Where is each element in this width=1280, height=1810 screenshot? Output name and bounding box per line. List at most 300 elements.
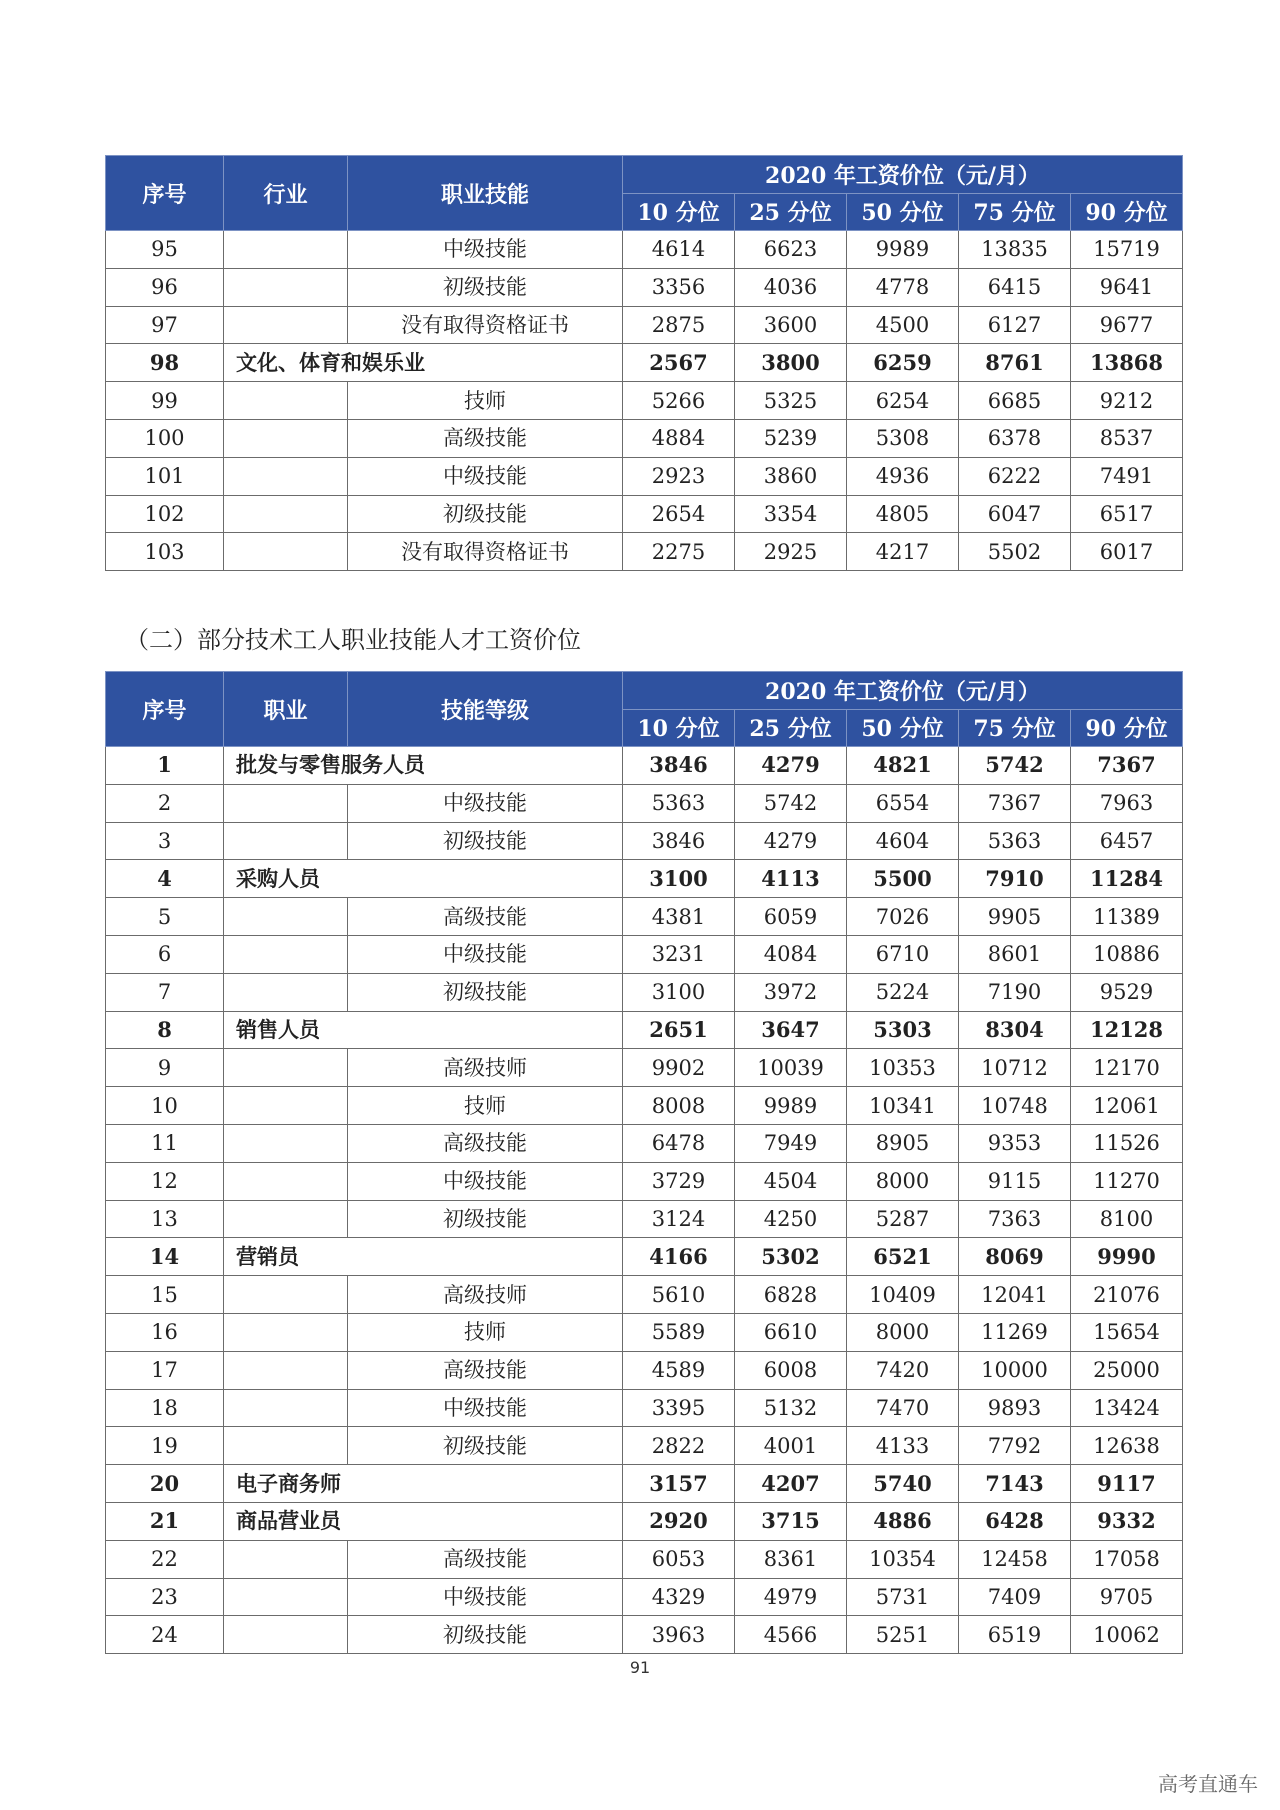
watermark: 高考直通车	[1158, 1772, 1258, 1796]
cell-p90: 17058	[1071, 1540, 1183, 1578]
cell-skill	[348, 1465, 623, 1503]
table-row	[106, 1162, 1183, 1200]
cell-p90: 12170	[1071, 1049, 1183, 1087]
cell-skill: 初级技能	[348, 1616, 623, 1654]
cell-p50: 6554	[847, 784, 959, 822]
header-p25: 25 分位	[735, 709, 847, 747]
cell-category	[224, 1200, 348, 1238]
cell-no: 20	[106, 1465, 224, 1503]
cell-p50: 7470	[847, 1389, 959, 1427]
cell-p90: 10062	[1071, 1616, 1183, 1654]
table-row	[106, 1124, 1183, 1162]
cell-category	[224, 1087, 348, 1125]
cell-skill: 中级技能	[348, 231, 623, 269]
cell-p25: 3800	[735, 344, 847, 382]
table-row	[106, 306, 1183, 344]
cell-p10: 5266	[623, 382, 735, 420]
cell-p50: 4936	[847, 457, 959, 495]
table-row	[106, 457, 1183, 495]
table-header	[106, 672, 1183, 747]
cell-p25: 4001	[735, 1427, 847, 1465]
cell-skill: 高级技能	[348, 898, 623, 936]
header-p10: 10 分位	[623, 709, 735, 747]
cell-p25: 6008	[735, 1351, 847, 1389]
cell-p90: 6017	[1071, 533, 1183, 571]
cell-p50: 5251	[847, 1616, 959, 1654]
cell-p10: 2875	[623, 306, 735, 344]
table-row	[106, 533, 1183, 571]
cell-no: 12	[106, 1162, 224, 1200]
cell-p75: 7409	[959, 1578, 1071, 1616]
table-row	[106, 1011, 1183, 1049]
cell-p75: 7190	[959, 973, 1071, 1011]
cell-skill: 高级技能	[348, 1124, 623, 1162]
table-row	[106, 935, 1183, 973]
cell-no: 18	[106, 1389, 224, 1427]
header-category: 行业	[224, 156, 348, 231]
cell-p10: 2654	[623, 495, 735, 533]
cell-p50: 4217	[847, 533, 959, 571]
cell-category	[224, 457, 348, 495]
cell-p90: 25000	[1071, 1351, 1183, 1389]
cell-p25: 4566	[735, 1616, 847, 1654]
cell-p25: 5302	[735, 1238, 847, 1276]
cell-no: 6	[106, 935, 224, 973]
cell-p90: 6517	[1071, 495, 1183, 533]
table-row	[106, 419, 1183, 457]
cell-no: 15	[106, 1276, 224, 1314]
table-row	[106, 382, 1183, 420]
cell-p90: 11526	[1071, 1124, 1183, 1162]
cell-p10: 4884	[623, 419, 735, 457]
cell-p50: 10409	[847, 1276, 959, 1314]
cell-no: 4	[106, 860, 224, 898]
cell-p90: 9212	[1071, 382, 1183, 420]
header-p75: 75 分位	[959, 193, 1071, 231]
cell-p75: 8069	[959, 1238, 1071, 1276]
cell-p75: 6685	[959, 382, 1071, 420]
cell-p25: 3972	[735, 973, 847, 1011]
cell-p90: 15719	[1071, 231, 1183, 269]
cell-no: 103	[106, 533, 224, 571]
cell-skill	[348, 860, 623, 898]
cell-p10: 6053	[623, 1540, 735, 1578]
wage-table-occupation	[105, 671, 1183, 1654]
cell-category: 批发与零售服务人员	[224, 747, 348, 785]
cell-skill: 高级技能	[348, 419, 623, 457]
cell-skill	[348, 1502, 623, 1540]
cell-p10: 3395	[623, 1389, 735, 1427]
cell-p90: 7367	[1071, 747, 1183, 785]
cell-no: 13	[106, 1200, 224, 1238]
cell-p25: 10039	[735, 1049, 847, 1087]
cell-category: 营销员	[224, 1238, 348, 1276]
cell-p50: 5731	[847, 1578, 959, 1616]
cell-p75: 8304	[959, 1011, 1071, 1049]
table-row	[106, 495, 1183, 533]
cell-p75: 12041	[959, 1276, 1071, 1314]
cell-p75: 10000	[959, 1351, 1071, 1389]
cell-category: 销售人员	[224, 1011, 348, 1049]
cell-skill: 中级技能	[348, 1578, 623, 1616]
table-row	[106, 1200, 1183, 1238]
table-body	[106, 747, 1183, 1654]
cell-no: 24	[106, 1616, 224, 1654]
cell-category	[224, 973, 348, 1011]
cell-p90: 12128	[1071, 1011, 1183, 1049]
cell-p50: 4778	[847, 268, 959, 306]
cell-p10: 9902	[623, 1049, 735, 1087]
cell-category	[224, 1162, 348, 1200]
cell-category	[224, 1049, 348, 1087]
cell-no: 7	[106, 973, 224, 1011]
cell-category	[224, 1578, 348, 1616]
cell-no: 96	[106, 268, 224, 306]
cell-no: 11	[106, 1124, 224, 1162]
cell-p75: 6415	[959, 268, 1071, 306]
cell-category	[224, 898, 348, 936]
cell-p50: 7026	[847, 898, 959, 936]
cell-p90: 21076	[1071, 1276, 1183, 1314]
header-p50: 50 分位	[847, 193, 959, 231]
cell-p25: 6623	[735, 231, 847, 269]
cell-p90: 15654	[1071, 1313, 1183, 1351]
cell-p10: 3157	[623, 1465, 735, 1503]
cell-category	[224, 1389, 348, 1427]
cell-p75: 5742	[959, 747, 1071, 785]
cell-no: 10	[106, 1087, 224, 1125]
cell-p75: 7910	[959, 860, 1071, 898]
cell-no: 102	[106, 495, 224, 533]
cell-no: 97	[106, 306, 224, 344]
cell-p10: 3729	[623, 1162, 735, 1200]
cell-p10: 5610	[623, 1276, 735, 1314]
cell-no: 3	[106, 822, 224, 860]
cell-category	[224, 822, 348, 860]
cell-p75: 7143	[959, 1465, 1071, 1503]
cell-p75: 12458	[959, 1540, 1071, 1578]
table-row	[106, 1351, 1183, 1389]
cell-p25: 5742	[735, 784, 847, 822]
cell-p10: 4614	[623, 231, 735, 269]
cell-category: 文化、体育和娱乐业	[224, 344, 348, 382]
cell-no: 16	[106, 1313, 224, 1351]
cell-no: 8	[106, 1011, 224, 1049]
cell-p10: 2920	[623, 1502, 735, 1540]
cell-p90: 9529	[1071, 973, 1183, 1011]
cell-category	[224, 231, 348, 269]
cell-p50: 8000	[847, 1162, 959, 1200]
cell-no: 99	[106, 382, 224, 420]
cell-p50: 10341	[847, 1087, 959, 1125]
cell-p25: 5239	[735, 419, 847, 457]
cell-p25: 3647	[735, 1011, 847, 1049]
cell-p10: 4589	[623, 1351, 735, 1389]
cell-p50: 4133	[847, 1427, 959, 1465]
cell-p90: 11284	[1071, 860, 1183, 898]
table-row	[106, 898, 1183, 936]
cell-skill: 没有取得资格证书	[348, 306, 623, 344]
cell-skill: 高级技师	[348, 1049, 623, 1087]
cell-p50: 4821	[847, 747, 959, 785]
cell-p10: 4329	[623, 1578, 735, 1616]
cell-no: 95	[106, 231, 224, 269]
cell-skill: 技师	[348, 382, 623, 420]
cell-p10: 3124	[623, 1200, 735, 1238]
cell-p25: 3600	[735, 306, 847, 344]
cell-category: 商品营业员	[224, 1502, 348, 1540]
cell-p10: 4166	[623, 1238, 735, 1276]
cell-p25: 4250	[735, 1200, 847, 1238]
cell-skill: 初级技能	[348, 495, 623, 533]
table-row	[106, 231, 1183, 269]
cell-p25: 3354	[735, 495, 847, 533]
header-skill: 职业技能	[348, 156, 623, 231]
cell-p10: 3846	[623, 747, 735, 785]
cell-p75: 5502	[959, 533, 1071, 571]
cell-p50: 10353	[847, 1049, 959, 1087]
cell-p90: 7963	[1071, 784, 1183, 822]
cell-no: 23	[106, 1578, 224, 1616]
cell-p50: 9989	[847, 231, 959, 269]
cell-no: 1	[106, 747, 224, 785]
cell-p90: 8537	[1071, 419, 1183, 457]
cell-p75: 7363	[959, 1200, 1071, 1238]
cell-skill: 没有取得资格证书	[348, 533, 623, 571]
cell-p10: 2651	[623, 1011, 735, 1049]
cell-p90: 9117	[1071, 1465, 1183, 1503]
cell-p75: 10748	[959, 1087, 1071, 1125]
cell-p10: 2923	[623, 457, 735, 495]
header-p25: 25 分位	[735, 193, 847, 231]
cell-p90: 9641	[1071, 268, 1183, 306]
cell-p75: 9905	[959, 898, 1071, 936]
cell-p90: 9332	[1071, 1502, 1183, 1540]
table-row	[106, 822, 1183, 860]
cell-p90: 6457	[1071, 822, 1183, 860]
cell-p75: 9893	[959, 1389, 1071, 1427]
table-row	[106, 784, 1183, 822]
cell-skill: 中级技能	[348, 457, 623, 495]
cell-p25: 4279	[735, 822, 847, 860]
cell-skill	[348, 1011, 623, 1049]
cell-p75: 13835	[959, 231, 1071, 269]
cell-p25: 4036	[735, 268, 847, 306]
wage-table-industry	[105, 155, 1183, 571]
cell-category	[224, 935, 348, 973]
cell-no: 5	[106, 898, 224, 936]
table-row	[106, 1313, 1183, 1351]
cell-p75: 11269	[959, 1313, 1071, 1351]
cell-skill: 技师	[348, 1087, 623, 1125]
table-header	[106, 156, 1183, 231]
cell-p50: 4604	[847, 822, 959, 860]
cell-no: 17	[106, 1351, 224, 1389]
cell-p50: 5303	[847, 1011, 959, 1049]
cell-p10: 4381	[623, 898, 735, 936]
cell-category	[224, 419, 348, 457]
cell-p25: 4504	[735, 1162, 847, 1200]
cell-p25: 2925	[735, 533, 847, 571]
cell-p75: 10712	[959, 1049, 1071, 1087]
cell-p10: 8008	[623, 1087, 735, 1125]
table-row	[106, 973, 1183, 1011]
cell-p75: 5363	[959, 822, 1071, 860]
cell-p25: 6059	[735, 898, 847, 936]
table-row	[106, 268, 1183, 306]
cell-category	[224, 268, 348, 306]
cell-category	[224, 1616, 348, 1654]
cell-category	[224, 1540, 348, 1578]
cell-p50: 6521	[847, 1238, 959, 1276]
cell-p90: 13868	[1071, 344, 1183, 382]
cell-category	[224, 495, 348, 533]
cell-skill: 中级技能	[348, 1389, 623, 1427]
cell-p50: 8000	[847, 1313, 959, 1351]
header-skill: 技能等级	[348, 672, 623, 747]
cell-p25: 8361	[735, 1540, 847, 1578]
header-no: 序号	[106, 156, 224, 231]
table-row	[106, 1465, 1183, 1503]
cell-p10: 5363	[623, 784, 735, 822]
cell-p10: 6478	[623, 1124, 735, 1162]
table-row	[106, 1276, 1183, 1314]
cell-p50: 7420	[847, 1351, 959, 1389]
table-row	[106, 1087, 1183, 1125]
table-row	[106, 1049, 1183, 1087]
cell-p90: 9705	[1071, 1578, 1183, 1616]
cell-skill	[348, 1238, 623, 1276]
cell-skill: 初级技能	[348, 1427, 623, 1465]
cell-p50: 6710	[847, 935, 959, 973]
cell-skill: 初级技能	[348, 268, 623, 306]
table-row	[106, 1238, 1183, 1276]
table-row	[106, 1616, 1183, 1654]
cell-p25: 7949	[735, 1124, 847, 1162]
cell-no: 98	[106, 344, 224, 382]
cell-skill: 高级技师	[348, 1276, 623, 1314]
cell-p50: 4886	[847, 1502, 959, 1540]
cell-p10: 5589	[623, 1313, 735, 1351]
cell-p90: 12638	[1071, 1427, 1183, 1465]
cell-skill: 中级技能	[348, 935, 623, 973]
cell-p75: 9115	[959, 1162, 1071, 1200]
cell-category	[224, 1351, 348, 1389]
cell-skill: 技师	[348, 1313, 623, 1351]
cell-p10: 3231	[623, 935, 735, 973]
cell-p75: 6428	[959, 1502, 1071, 1540]
cell-p75: 6047	[959, 495, 1071, 533]
cell-no: 22	[106, 1540, 224, 1578]
cell-p50: 10354	[847, 1540, 959, 1578]
cell-skill: 高级技能	[348, 1540, 623, 1578]
cell-category	[224, 784, 348, 822]
table-row	[106, 1502, 1183, 1540]
cell-p25: 5325	[735, 382, 847, 420]
header-no: 序号	[106, 672, 224, 747]
cell-p90: 8100	[1071, 1200, 1183, 1238]
cell-p90: 9677	[1071, 306, 1183, 344]
cell-p90: 10886	[1071, 935, 1183, 973]
cell-p25: 4084	[735, 935, 847, 973]
cell-p75: 9353	[959, 1124, 1071, 1162]
cell-skill: 中级技能	[348, 1162, 623, 1200]
cell-p10: 3100	[623, 860, 735, 898]
cell-p50: 5224	[847, 973, 959, 1011]
header-p10: 10 分位	[623, 193, 735, 231]
cell-p50: 4805	[847, 495, 959, 533]
cell-p50: 5500	[847, 860, 959, 898]
cell-p90: 9990	[1071, 1238, 1183, 1276]
cell-p75: 6378	[959, 419, 1071, 457]
cell-skill: 初级技能	[348, 1200, 623, 1238]
cell-p75: 8761	[959, 344, 1071, 382]
table-row	[106, 1427, 1183, 1465]
cell-p25: 6828	[735, 1276, 847, 1314]
cell-p50: 4500	[847, 306, 959, 344]
cell-p90: 12061	[1071, 1087, 1183, 1125]
cell-no: 14	[106, 1238, 224, 1276]
cell-p25: 3860	[735, 457, 847, 495]
cell-p75: 8601	[959, 935, 1071, 973]
cell-p90: 7491	[1071, 457, 1183, 495]
header-p75: 75 分位	[959, 709, 1071, 747]
cell-p10: 2567	[623, 344, 735, 382]
table-body	[106, 231, 1183, 571]
table-row	[106, 344, 1183, 382]
cell-category	[224, 1124, 348, 1162]
cell-category	[224, 382, 348, 420]
cell-p25: 4207	[735, 1465, 847, 1503]
cell-category: 电子商务师	[224, 1465, 348, 1503]
cell-category	[224, 1276, 348, 1314]
cell-p25: 5132	[735, 1389, 847, 1427]
cell-category	[224, 533, 348, 571]
header-p90: 90 分位	[1071, 709, 1183, 747]
cell-p10: 3356	[623, 268, 735, 306]
page-number: 91	[629, 1658, 651, 1677]
cell-p50: 6259	[847, 344, 959, 382]
cell-p75: 6222	[959, 457, 1071, 495]
cell-p75: 6127	[959, 306, 1071, 344]
cell-p90: 13424	[1071, 1389, 1183, 1427]
header-group: 2020 年工资价位（元/月）	[623, 672, 1183, 710]
cell-no: 19	[106, 1427, 224, 1465]
header-p90: 90 分位	[1071, 193, 1183, 231]
cell-p50: 5740	[847, 1465, 959, 1503]
section-heading: （二）部分技术工人职业技能人才工资价位	[125, 626, 581, 654]
cell-p25: 3715	[735, 1502, 847, 1540]
cell-no: 100	[106, 419, 224, 457]
cell-p10: 3846	[623, 822, 735, 860]
cell-skill: 中级技能	[348, 784, 623, 822]
header-category: 职业	[224, 672, 348, 747]
table-row	[106, 1540, 1183, 1578]
cell-p90: 11270	[1071, 1162, 1183, 1200]
cell-p10: 2822	[623, 1427, 735, 1465]
header-p50: 50 分位	[847, 709, 959, 747]
cell-category	[224, 306, 348, 344]
cell-p25: 4279	[735, 747, 847, 785]
cell-p10: 3100	[623, 973, 735, 1011]
cell-no: 2	[106, 784, 224, 822]
cell-category	[224, 1313, 348, 1351]
cell-p25: 4113	[735, 860, 847, 898]
table-row	[106, 1389, 1183, 1427]
cell-no: 101	[106, 457, 224, 495]
cell-p50: 5287	[847, 1200, 959, 1238]
cell-category	[224, 1427, 348, 1465]
